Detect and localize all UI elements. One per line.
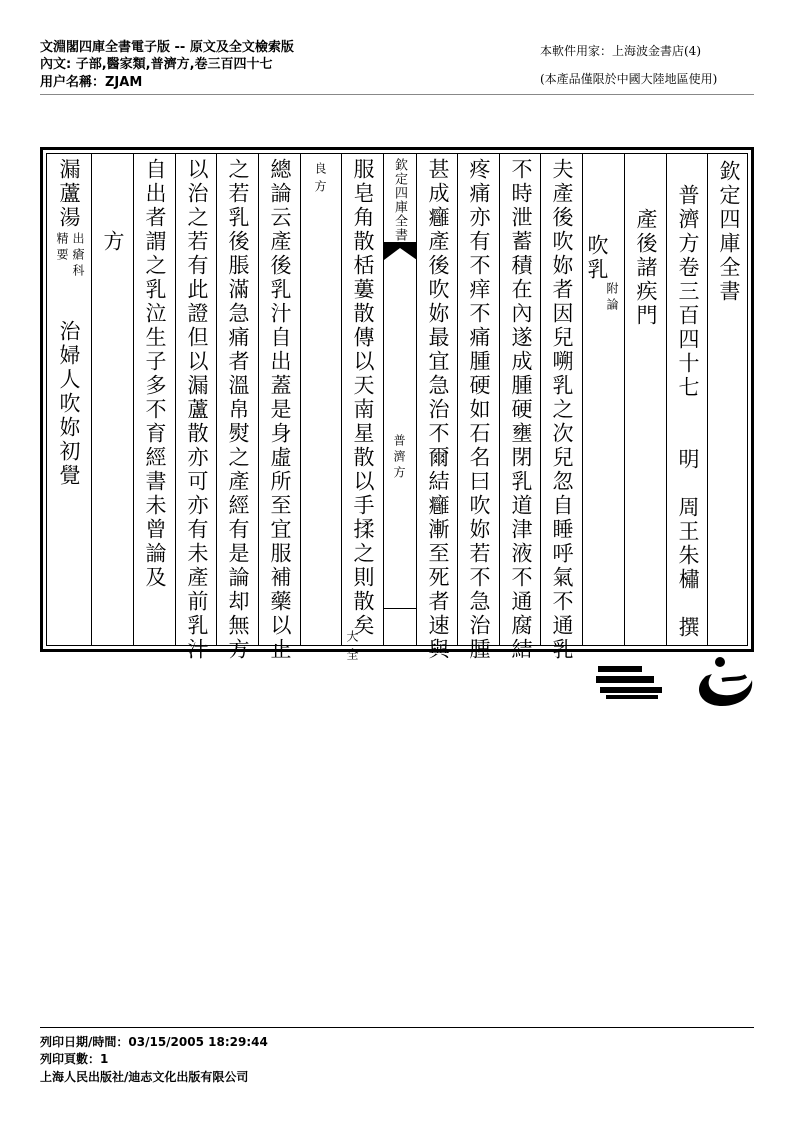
section-title: 產後諸疾門 bbox=[634, 208, 658, 328]
center-strip bbox=[383, 154, 417, 645]
volume-title: 普濟方卷三百四十七 明 周王朱橚 撰 bbox=[676, 184, 700, 640]
center-book-title: 欽定四庫全書 bbox=[392, 158, 407, 242]
print-page-count: 列印頁數：1 bbox=[40, 1052, 109, 1066]
source-note: 良方 bbox=[313, 162, 327, 198]
center-divider bbox=[384, 608, 417, 609]
header-restriction: (本產品僅限於中國大陸地區使用) bbox=[540, 72, 718, 86]
recipe-source-note: 出瘡科 bbox=[71, 232, 85, 280]
column-9 bbox=[341, 154, 384, 666]
subsection-note: 附論 bbox=[605, 282, 619, 314]
header-username: 用户名稱：ZJAM bbox=[40, 75, 143, 90]
subsection-title: 吹乳 bbox=[585, 234, 609, 282]
text-line: 總論云產後乳汁自出蓋是身虛所至宜服補藥以止 bbox=[268, 158, 292, 662]
column-15 bbox=[91, 154, 134, 645]
column-10 bbox=[300, 154, 342, 645]
header-divider bbox=[40, 94, 754, 95]
recipe-heading: 方 bbox=[101, 182, 125, 254]
column-12 bbox=[216, 154, 259, 662]
text-line: 疼痛亦有不痒不痛腫硬如石名曰吹妳若不急治腫 bbox=[467, 158, 491, 662]
recipe-text: 治婦人吹妳初覺 bbox=[57, 320, 81, 488]
recipe-source-note: 精要 bbox=[55, 232, 69, 264]
column-7 bbox=[457, 154, 500, 662]
column-8 bbox=[416, 154, 458, 662]
column-1 bbox=[707, 154, 750, 645]
header-licensee: 本軟件用家：上海波金書店(4) bbox=[540, 44, 701, 58]
footer-divider bbox=[40, 1027, 754, 1028]
fishtail-mark-icon bbox=[384, 242, 417, 262]
column-11 bbox=[258, 154, 301, 662]
column-6 bbox=[499, 154, 541, 662]
print-datetime: 列印日期/時間：03/15/2005 18:29:44 bbox=[40, 1035, 268, 1049]
seal-logo-icon bbox=[692, 654, 756, 712]
text-line: 夫產後吹妳者因兒嗍乳之次兒忽自睡呼氣不通乳 bbox=[550, 158, 574, 662]
text-line: 不時泄蓄積在內遂成腫硬壅閉乳道津液不通腐結 bbox=[509, 158, 533, 662]
column-4 bbox=[582, 154, 625, 645]
center-volume-name: 普濟方 bbox=[392, 434, 406, 482]
publisher-logo-icon bbox=[596, 664, 666, 702]
publisher-credit: 上海人民出版社/迪志文化出版有限公司 bbox=[40, 1070, 249, 1084]
text-line: 甚成癰產後吹妳最宜急治不爾結癰漸至死者速與 bbox=[426, 158, 450, 662]
text-line: 服皂角散栝蔞散傳以天南星散以手揉之則散矣 bbox=[351, 158, 375, 638]
column-2 bbox=[666, 154, 708, 645]
recipe-name: 漏蘆湯 bbox=[57, 158, 81, 230]
column-16 bbox=[47, 154, 91, 645]
header-breadcrumb: 內文: 子部,醫家類,普濟方,卷三百四十七 bbox=[40, 57, 273, 72]
column-3 bbox=[624, 154, 667, 645]
column-14 bbox=[133, 154, 176, 645]
column-13 bbox=[175, 154, 217, 662]
text-frame bbox=[40, 147, 754, 666]
column-5 bbox=[540, 154, 583, 662]
text-line: 之若乳後脹滿急痛者溫帛熨之產經有是論却無方 bbox=[226, 158, 250, 662]
header-title: 文淵閣四庫全書電子版 -- 原文及全文檢索版 bbox=[40, 40, 294, 55]
text-line: 以治之若有此證但以漏蘆散亦可亦有未產前乳汁 bbox=[185, 158, 209, 662]
book-title: 欽定四庫全書 bbox=[717, 160, 741, 304]
text-line: 自出者謂之乳泣生子多不育經書未曾論及 bbox=[143, 158, 167, 590]
source-note: 大全 bbox=[345, 630, 359, 666]
